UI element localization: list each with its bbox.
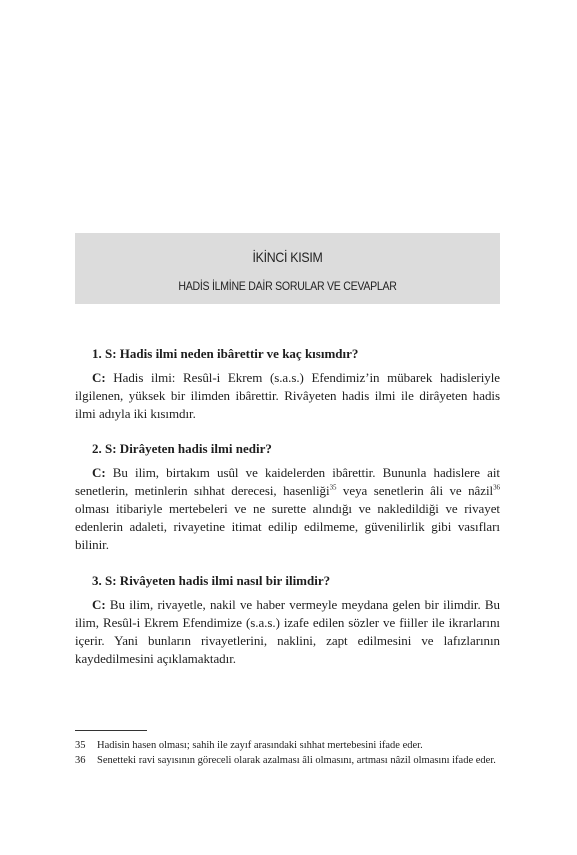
footnote-divider	[75, 730, 147, 731]
footnotes	[75, 738, 500, 768]
qa-block-3	[75, 572, 500, 668]
section-title: İKİNCİ KISIM	[252, 249, 323, 265]
footnote-number: 35	[75, 740, 86, 751]
answer-text: olması itibariyle mertebeleri ve ne surette alındığı ve nakledildiği ve rivayet edenlerin adaleti, rivayetine itimat edilip edilmeme, güvenilirlik gibi vasıfları bilinir.	[75, 501, 500, 552]
section-subtitle: HADİS İLMİNE DAİR SORULAR VE CEVAPLAR	[178, 279, 397, 293]
answer-label: C:	[92, 597, 106, 612]
answer-text: Hadis ilmi: Resûl-i Ekrem (s.a.s.) Efendimiz’in mübarek hadisleriyle ilgilenen, yüksek bir ilimden ibârettir. Rivâyeten hadis ilmi ile dirâyeten hadis ilmi adıyla iki kısımdır.	[75, 370, 500, 421]
footnote-35	[75, 738, 500, 753]
answer-text: veya senetlerin âli ve nâzil	[336, 483, 494, 498]
question-2: 2. S: Dirâyeten hadis ilmi nedir?	[92, 441, 272, 456]
footnote-text: Senetteki ravi sayısının göreceli olarak azalması âli olmasını, artması nâzil olmasını ifade eder.	[97, 755, 496, 766]
answer-3	[75, 596, 500, 668]
section-header	[75, 233, 500, 304]
answer-text: Bu ilim, birtakım usûl ve kaidelerden ibârettir. Bununla hadislere ait senetlerin, metinlerin sıhhat derecesi, hasenliği	[75, 465, 500, 498]
qa-block-1	[75, 345, 500, 423]
footnote-text: Hadisin hasen olması; sahih ile zayıf arasındaki sıhhat mertebesini ifade eder.	[97, 740, 423, 751]
question-3: 3. S: Rivâyeten hadis ilmi nasıl bir ilimdir?	[92, 573, 331, 588]
footnote-ref-36[interactable]: 36	[493, 483, 500, 492]
footnote-36	[75, 753, 500, 768]
question-1: 1. S: Hadis ilmi neden ibârettir ve kaç kısımdır?	[92, 346, 359, 361]
answer-label: C:	[92, 465, 106, 480]
answer-1	[75, 369, 500, 423]
answer-2	[75, 464, 500, 554]
answer-text: Bu ilim, rivayetle, nakil ve haber vermeyle meydana gelen bir ilimdir. Bu ilim, Resûl-i Ekrem Efendimize (s.a.s.) izafe edilen sözler ve fiiller ile ikrarlarını içerir. Yani bunların rivayetlerini, naklini, zapt edilmesini ve lafızlarının kaydedilmesini açıklamaktadır.	[75, 597, 500, 666]
footnote-number: 36	[75, 755, 86, 766]
footnote-ref-35[interactable]: 35	[329, 483, 337, 492]
qa-block-2	[75, 440, 500, 554]
answer-label: C:	[92, 370, 106, 385]
